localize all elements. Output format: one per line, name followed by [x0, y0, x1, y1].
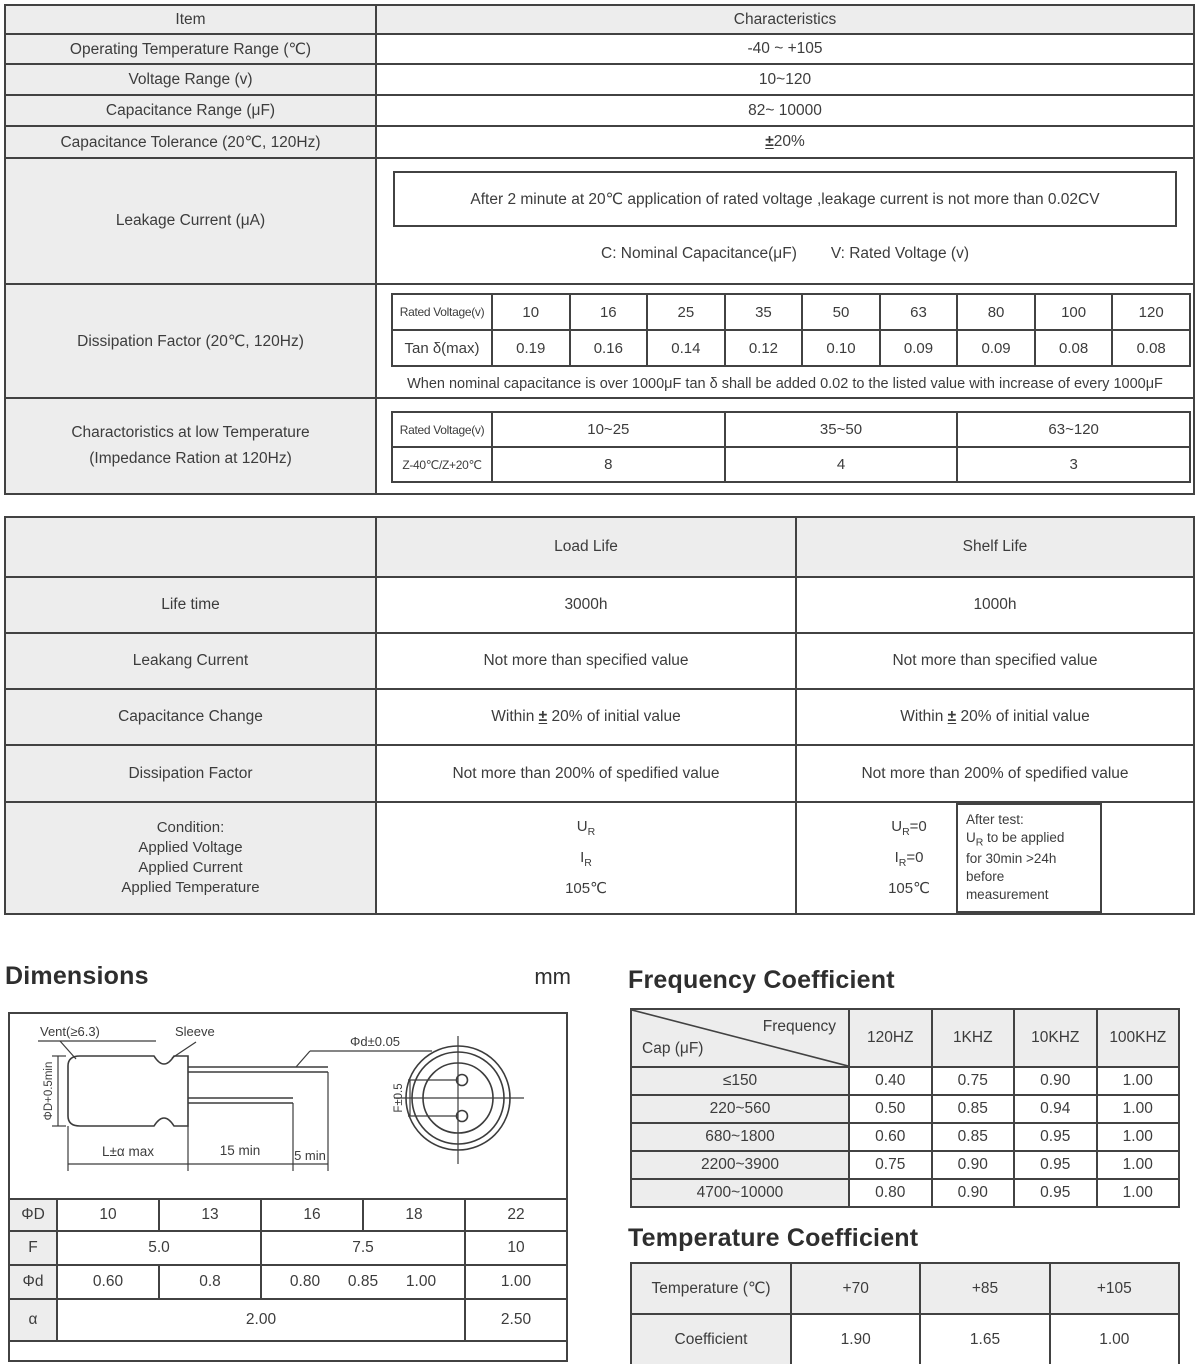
range-col: 35~50 — [725, 412, 958, 447]
coef-value: 0.95 — [1014, 1123, 1097, 1151]
leakage-legend — [377, 245, 1193, 263]
coef-value: 0.90 — [932, 1179, 1015, 1207]
col-header-shelf-life: Shelf Life — [796, 517, 1194, 577]
lead-dia-value: 0.60 — [57, 1265, 159, 1299]
load-condition-cell: $U_R$ $I_R$ 105℃ — [376, 802, 796, 914]
plus-minus: ± — [947, 708, 957, 725]
cell-value: Not more than specified value — [796, 633, 1194, 689]
f-dim-label: F±0.5 — [393, 1083, 405, 1113]
voltage-col: 63 — [880, 294, 958, 330]
temperature-title: Temperature Coefficient — [628, 1224, 919, 1252]
coef-value: 1.90 — [791, 1314, 920, 1364]
coef-value: 0.90 — [1014, 1067, 1097, 1095]
tan-delta-value: 0.12 — [725, 330, 803, 366]
dimensions-panel — [8, 1012, 568, 1362]
diameter-value: 22 — [465, 1199, 567, 1231]
cell-value: 1000h — [796, 577, 1194, 633]
cell-value: 10~120 — [376, 64, 1194, 95]
low-temp-subtable — [391, 411, 1191, 483]
coef-value: 0.40 — [849, 1067, 932, 1095]
ratio-value: 8 — [492, 447, 725, 482]
low-temp-cell — [376, 398, 1194, 494]
coef-value: 1.00 — [1097, 1179, 1180, 1207]
tan-delta-value: 0.08 — [1112, 330, 1190, 366]
voltage-col: 10 — [492, 294, 570, 330]
cell-value: Not more than specified value — [376, 633, 796, 689]
voltage-col: 80 — [957, 294, 1035, 330]
leakage-cell — [376, 158, 1194, 284]
coef-value: 0.85 — [932, 1123, 1015, 1151]
cap-range: ≤150 — [631, 1067, 849, 1095]
lead-short-label: 5 min — [294, 1148, 326, 1163]
row-label: α — [9, 1299, 57, 1341]
coef-value: 0.50 — [849, 1095, 932, 1123]
row-label: Coefficient — [631, 1314, 791, 1364]
coef-value: 1.00 — [1097, 1151, 1180, 1179]
cell-value: Within ± 20% of initial value — [376, 689, 796, 745]
frequency-title: Frequency Coefficient — [628, 966, 895, 994]
lead-dia-value: 1.00 — [465, 1265, 567, 1299]
voltage-col: 120 — [1112, 294, 1190, 330]
sleeve-label: Sleeve — [175, 1024, 215, 1039]
coef-value: 1.00 — [1050, 1314, 1179, 1364]
ratio-value: 3 — [957, 447, 1190, 482]
impedance-ratio-label: Z-40℃/Z+20℃ — [392, 447, 492, 482]
voltage-col: 25 — [647, 294, 725, 330]
freq-col: 10KHZ — [1014, 1009, 1097, 1067]
ratio-value: 4 — [725, 447, 958, 482]
row-label: Capacitance Change — [5, 689, 376, 745]
row-label-dissipation: Dissipation Factor (20℃, 120Hz) — [5, 284, 376, 398]
diameter-value: 10 — [57, 1199, 159, 1231]
subtable-header: Rated Voltage(v) — [392, 294, 492, 330]
freq-col: 120HZ — [849, 1009, 932, 1067]
voltage-col: 50 — [802, 294, 880, 330]
coef-value: 1.65 — [920, 1314, 1049, 1364]
row-label: Capacitance Tolerance (20℃, 120Hz) — [5, 126, 376, 158]
freq-col: 1KHZ — [932, 1009, 1015, 1067]
freq-col: 100KHZ — [1097, 1009, 1180, 1067]
temp-col: +70 — [791, 1263, 920, 1314]
row-label: Temperature (℃) — [631, 1263, 791, 1314]
alpha-value: 2.00 — [57, 1299, 465, 1341]
legend-c: C: Nominal Capacitance(μF) — [601, 245, 797, 262]
tan-delta-value: 0.08 — [1035, 330, 1113, 366]
voltage-col: 35 — [725, 294, 803, 330]
capacitor-drawing — [10, 1014, 564, 1198]
row-label: Operating Temperature Range (℃) — [5, 34, 376, 64]
lead-dia-value: 0.8 — [159, 1265, 261, 1299]
temp-col: +105 — [1050, 1263, 1179, 1314]
frequency-table — [630, 1008, 1180, 1208]
coef-value: 1.00 — [1097, 1123, 1180, 1151]
f-value: 10 — [465, 1231, 567, 1265]
plus-minus: ± — [538, 708, 548, 725]
voltage-col: 100 — [1035, 294, 1113, 330]
lead-dia-label: Φd±0.05 — [350, 1034, 401, 1049]
dimension-size-table — [8, 1198, 568, 1342]
f-value: 5.0 — [57, 1231, 261, 1265]
cell-value: 82~ 10000 — [376, 95, 1194, 126]
empty-corner — [5, 517, 376, 577]
temperature-table — [630, 1262, 1180, 1364]
subtable-header: Rated Voltage(v) — [392, 412, 492, 447]
cell-value: Within ± 20% of initial value — [796, 689, 1194, 745]
dimensions-title: Dimensions — [5, 962, 149, 990]
cell-value: -40 ~ +105 — [376, 34, 1194, 64]
tan-delta-value: 0.14 — [647, 330, 725, 366]
alpha-value: 2.50 — [465, 1299, 567, 1341]
diameter-value: 18 — [363, 1199, 465, 1231]
tan-delta-value: 0.09 — [880, 330, 958, 366]
dissipation-subtable — [391, 293, 1191, 367]
condition-label: Condition: Applied Voltage Applied Current Applied Temperature — [5, 802, 376, 914]
coef-value: 0.75 — [932, 1067, 1015, 1095]
life-table — [4, 516, 1195, 915]
f-value: 7.5 — [261, 1231, 465, 1265]
col-header-load-life: Load Life — [376, 517, 796, 577]
cell-value: Not more than 200% of spedified value — [796, 745, 1194, 802]
coef-value: 0.75 — [849, 1151, 932, 1179]
after-test-note: After test: $U_R$ to be applied for 30min >24h before measurement — [956, 803, 1102, 913]
row-label: Leakang Current — [5, 633, 376, 689]
range-col: 10~25 — [492, 412, 725, 447]
tan-delta-value: 0.10 — [802, 330, 880, 366]
cap-range: 2200~3900 — [631, 1151, 849, 1179]
coef-value: 0.95 — [1014, 1179, 1097, 1207]
coef-value: 0.95 — [1014, 1151, 1097, 1179]
unit-label: mm — [534, 964, 571, 989]
cell-value: ±20% — [376, 126, 1194, 158]
coef-value: 0.85 — [932, 1095, 1015, 1123]
cap-range: 4700~10000 — [631, 1179, 849, 1207]
leakage-note-box: After 2 minute at 20℃ application of rated voltage ,leakage current is not more than 0.02CV — [393, 171, 1177, 227]
tan-delta-value: 0.16 — [570, 330, 648, 366]
dimensions-header — [5, 962, 571, 991]
range-col: 63~120 — [957, 412, 1190, 447]
coef-value: 1.00 — [1097, 1095, 1180, 1123]
diameter-value: 13 — [159, 1199, 261, 1231]
temp-col: +85 — [920, 1263, 1049, 1314]
coef-value: 0.90 — [932, 1151, 1015, 1179]
row-label: Voltage Range (v) — [5, 64, 376, 95]
row-label: Life time — [5, 577, 376, 633]
col-header-item: Item — [5, 5, 376, 34]
coef-value: 0.60 — [849, 1123, 932, 1151]
row-label-low-temp: Charactoristics at low Temperature (Impedance Ration at 120Hz) — [5, 398, 376, 494]
row-label: Dissipation Factor — [5, 745, 376, 802]
lead-long-label: 15 min — [219, 1143, 261, 1158]
plus-minus: ± — [765, 133, 774, 150]
frequency-cap-corner: Frequency Cap (μF) — [631, 1009, 849, 1067]
coef-value: 0.94 — [1014, 1095, 1097, 1123]
diameter-value: 16 — [261, 1199, 363, 1231]
row-label: Capacitance Range (μF) — [5, 95, 376, 126]
cap-range: 220~560 — [631, 1095, 849, 1123]
body-dia-label: ΦD+0.5min — [43, 1061, 55, 1121]
cell-value: 3000h — [376, 577, 796, 633]
shelf-condition-cell: $U_R=0$ $I_R=0$ 105℃ After test: $U_R$ to be applied for 30min >24h before measurement — [796, 802, 1194, 914]
tan-delta-value: 0.09 — [957, 330, 1035, 366]
cap-range: 680~1800 — [631, 1123, 849, 1151]
tan-delta-value: 0.19 — [492, 330, 570, 366]
col-header-characteristics: Characteristics — [376, 5, 1194, 34]
vent-label: Vent(≥6.3) — [40, 1024, 100, 1039]
row-label: ΦD — [9, 1199, 57, 1231]
row-label: F — [9, 1231, 57, 1265]
coef-value: 1.00 — [1097, 1067, 1180, 1095]
legend-v: V: Rated Voltage (v) — [830, 245, 969, 262]
coef-value: 0.80 — [849, 1179, 932, 1207]
length-dim-label: L±α max — [102, 1144, 154, 1159]
voltage-col: 16 — [570, 294, 648, 330]
lead-dia-value: 0.80 0.85 1.00 — [261, 1265, 465, 1299]
dissipation-cell — [376, 284, 1194, 398]
row-label-leakage: Leakage Current (μA) — [5, 158, 376, 284]
row-label: Φd — [9, 1265, 57, 1299]
tan-delta-label: Tan δ(max) — [392, 330, 492, 366]
dissipation-note: When nominal capacitance is over 1000μF tan δ shall be added 0.02 to the listed value with increase of every 1000μF — [407, 376, 1163, 392]
characteristics-table — [4, 4, 1195, 495]
cell-value: Not more than 200% of spedified value — [376, 745, 796, 802]
